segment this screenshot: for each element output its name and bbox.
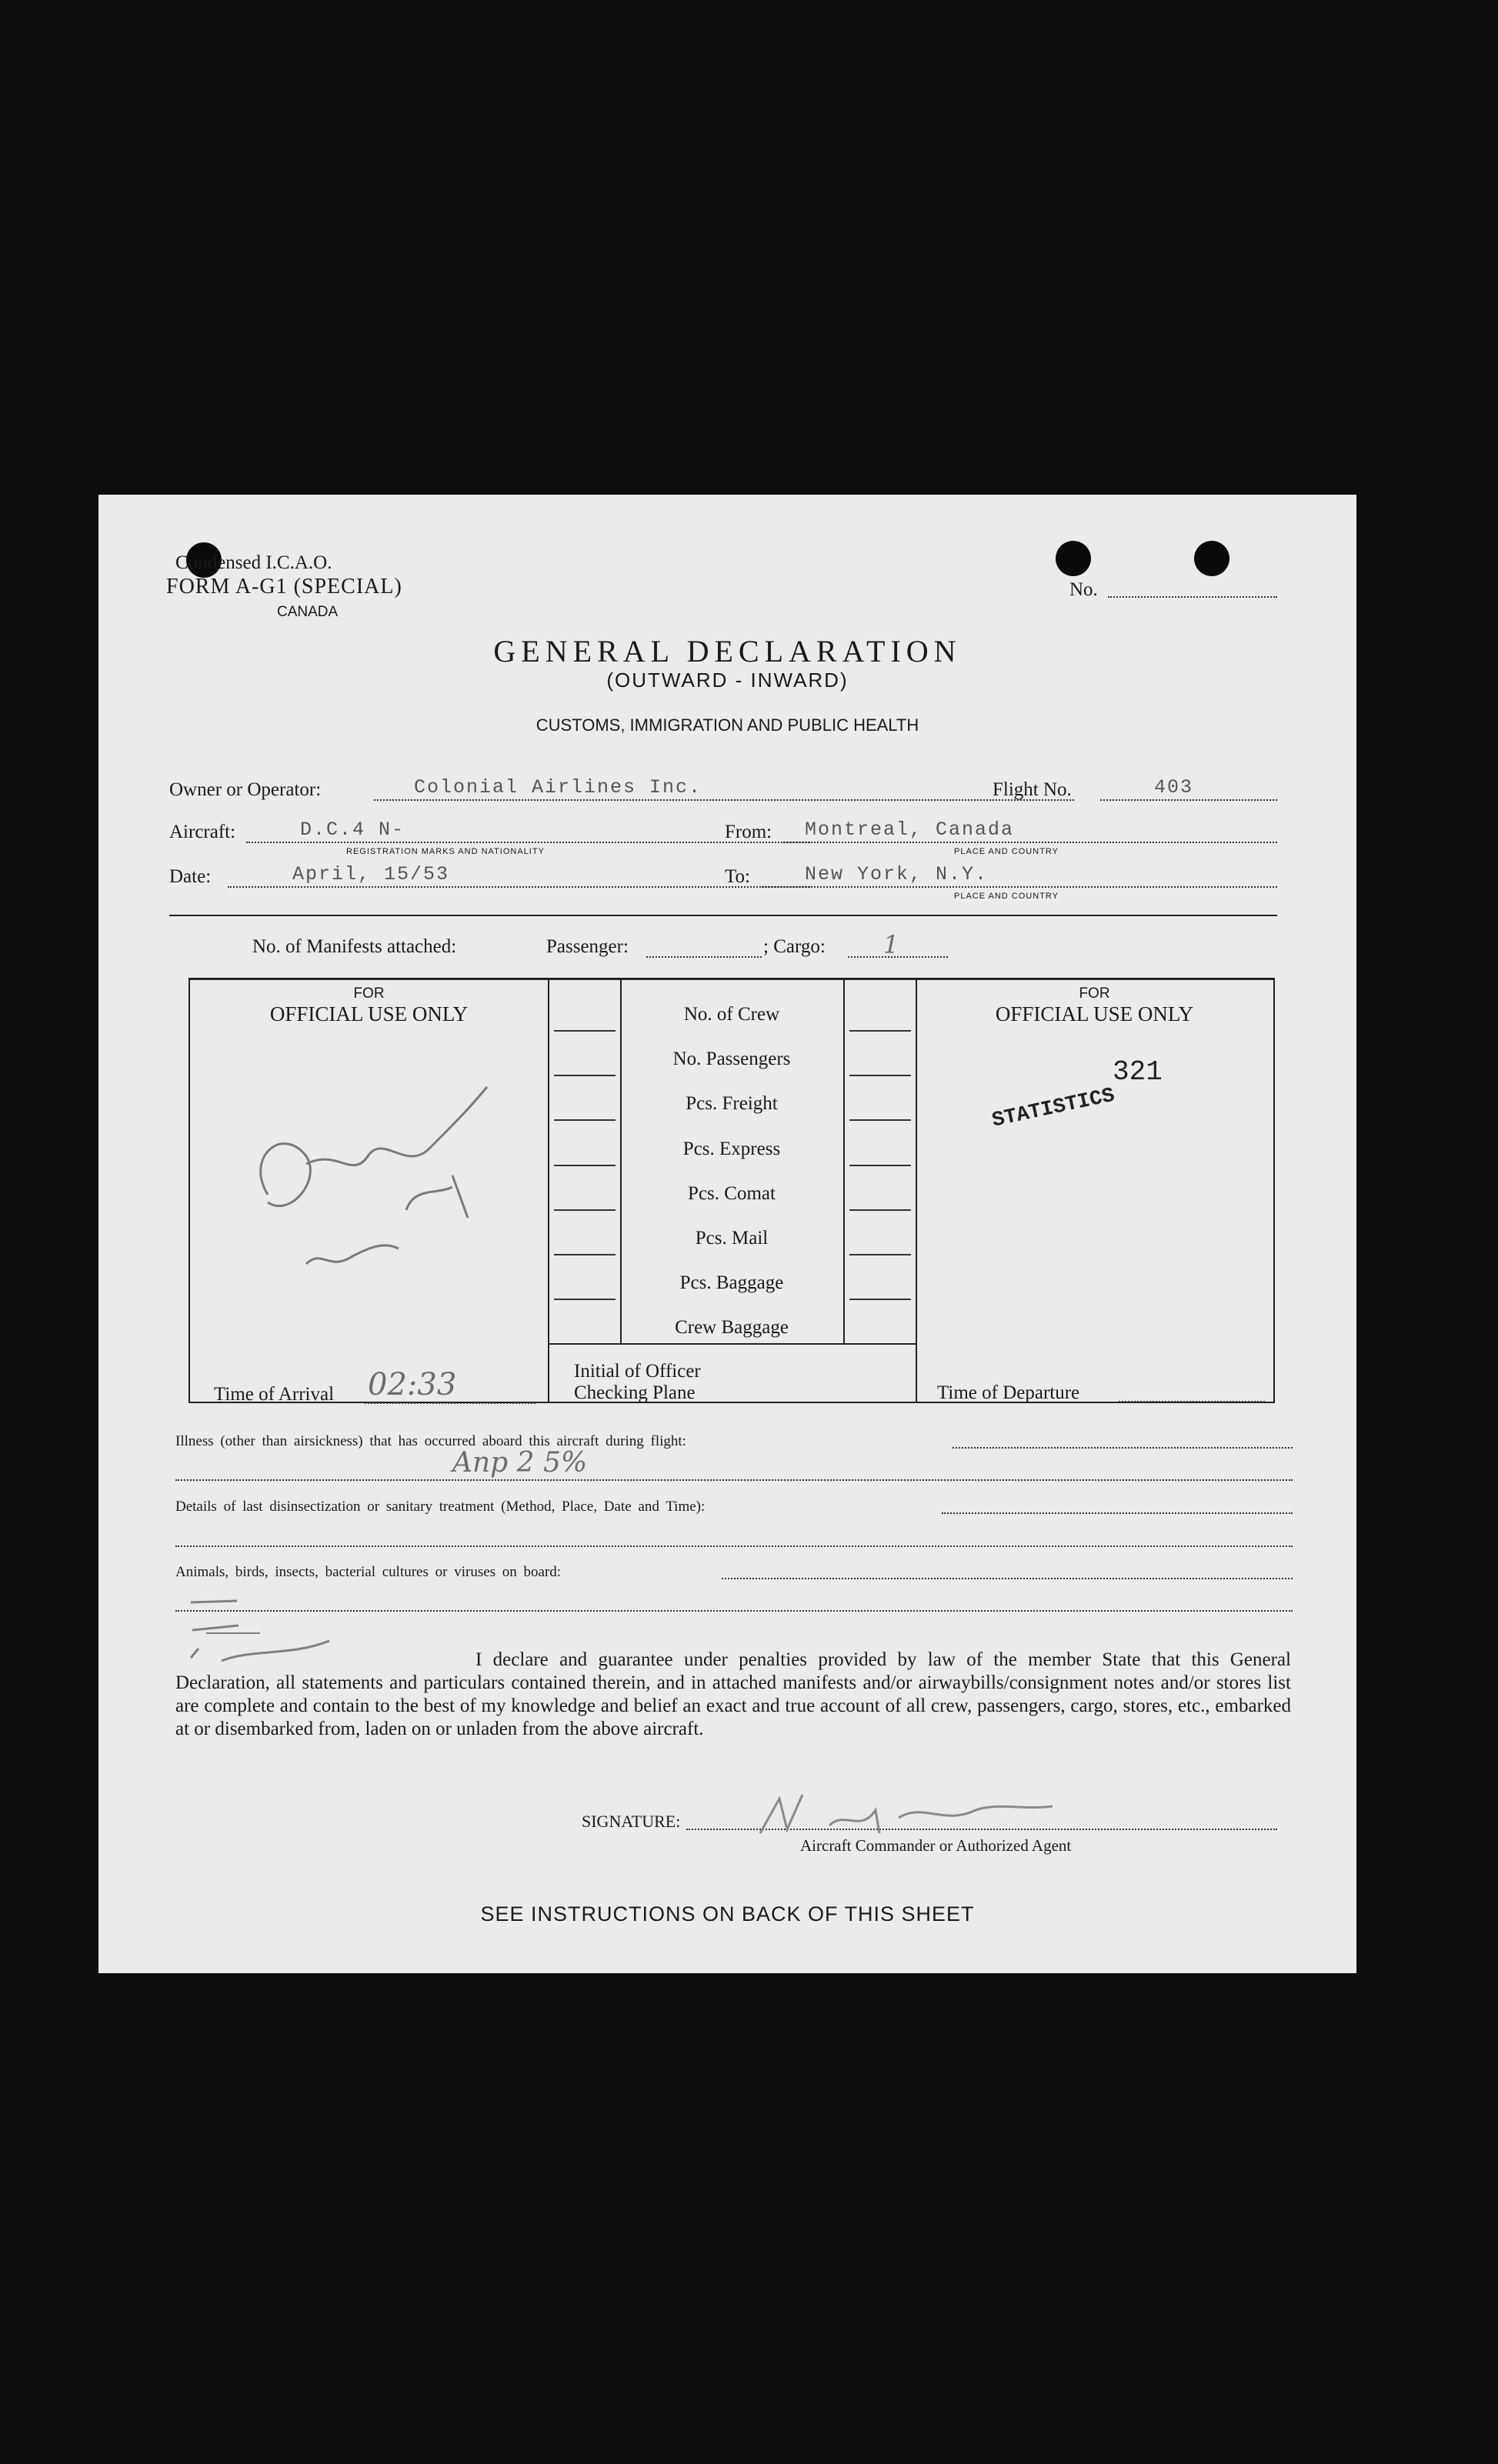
to-caption: PLACE AND COUNTRY (954, 892, 1059, 901)
box-divider-left (548, 978, 549, 1402)
value-rule (554, 1119, 616, 1121)
flight-label: Flight No. (993, 779, 1072, 800)
form-sheet (98, 495, 1356, 1973)
initial-label-line1: Initial of Officer (574, 1361, 701, 1382)
form-subtitle: (OUTWARD - INWARD) (606, 669, 849, 692)
value-rule (554, 1209, 616, 1211)
form-header-line2: FORM A-G1 (SPECIAL) (166, 575, 402, 598)
value-rule (554, 1030, 616, 1032)
aircraft-label: Aircraft: (169, 822, 236, 842)
row-no-passengers: No. Passengers (672, 1049, 791, 1069)
manifests-label: No. of Manifests attached: (252, 936, 457, 957)
box-divider-inner-right (843, 978, 845, 1344)
disinsectization-question: Details of last disinsectization or sanitary treatment (Method, Place, Date and Time): (175, 1499, 706, 1515)
row-pcs-mail: Pcs. Mail (695, 1228, 769, 1249)
value-rule (849, 1030, 911, 1032)
form-number-label: No. (1069, 579, 1098, 600)
owner-line (374, 799, 1074, 801)
from-caption: PLACE AND COUNTRY (954, 847, 1059, 856)
box-divider-inner-bottom (548, 1343, 917, 1345)
row-no-of-crew: No. of Crew (683, 1004, 780, 1025)
stamp-number: 321 (1113, 1056, 1163, 1088)
to-line (762, 886, 1277, 888)
time-of-departure-line (1119, 1401, 1265, 1402)
illness-line-2[interactable] (175, 1479, 1293, 1481)
disinsectization-line-2[interactable] (175, 1545, 1293, 1547)
right-official-header-small: FOR (1079, 985, 1110, 1002)
punch-hole-right-2 (1194, 541, 1229, 576)
aircraft-caption: REGISTRATION MARKS AND NATIONALITY (346, 847, 545, 856)
value-rule (554, 1254, 616, 1255)
passenger-line (646, 956, 762, 958)
right-official-header: OFFICIAL USE ONLY (995, 1002, 1194, 1025)
row-pcs-freight: Pcs. Freight (686, 1093, 778, 1114)
value-rule (849, 1119, 911, 1121)
punch-hole-right-1 (1056, 541, 1091, 576)
form-country: CANADA (277, 604, 339, 620)
from-line (783, 842, 1277, 843)
form-header-line1: Condensed I.C.A.O. (175, 552, 332, 573)
cargo-label: ; Cargo: (763, 936, 826, 957)
row-pcs-baggage: Pcs. Baggage (679, 1272, 784, 1293)
flight-value[interactable]: 403 (1154, 776, 1194, 799)
signature-label: SIGNATURE: (582, 1812, 681, 1831)
from-label: From: (725, 822, 772, 842)
flight-line (1100, 799, 1277, 801)
time-of-arrival-label: Time of Arrival (214, 1384, 335, 1405)
row-pcs-express: Pcs. Express (682, 1139, 781, 1159)
value-rule (554, 1299, 616, 1300)
owner-label: Owner or Operator: (169, 779, 322, 800)
time-of-arrival-value[interactable]: 02:33 (368, 1367, 457, 1402)
value-rule (554, 1075, 616, 1076)
initial-label-line2: Checking Plane (574, 1382, 696, 1403)
illness-question: Illness (other than airsickness) that has occurred aboard this aircraft during flight: (175, 1433, 686, 1449)
value-rule (849, 1165, 911, 1166)
header-divider (169, 915, 1277, 916)
row-pcs-comat: Pcs. Comat (688, 1183, 776, 1204)
from-value[interactable]: Montreal, Canada (805, 819, 1015, 841)
time-of-arrival-line (365, 1402, 535, 1404)
value-rule (849, 1209, 911, 1211)
to-label: To: (725, 866, 750, 887)
box-divider-right (916, 978, 917, 1402)
form-number-line (1108, 596, 1277, 598)
left-official-header-small: FOR (353, 985, 385, 1002)
value-rule (849, 1075, 911, 1076)
aircraft-value[interactable]: D.C.4 N- (300, 819, 405, 841)
cargo-value[interactable]: 1 (883, 930, 899, 959)
value-rule (849, 1299, 911, 1300)
illness-line-1[interactable] (953, 1447, 1293, 1449)
passenger-label: Passenger: (546, 936, 629, 957)
declaration-text: I declare and guarantee under penalties provided by law of the member State that this General Declaration, all statements and particulars contained therein, and in attached manifests and/or airwaybills/consignment notes and/or stores list are complete and contain to the best of my knowledge and belief an exact and true account of all crew, passengers, cargo, stores, etc., embarked at or disembarked from, laden on or unladen from the above aircraft. (175, 1649, 1291, 1739)
date-label: Date: (169, 866, 212, 887)
owner-value[interactable]: Colonial Airlines Inc. (414, 776, 702, 799)
row-crew-baggage: Crew Baggage (675, 1317, 789, 1338)
time-of-departure-label: Time of Departure (937, 1382, 1080, 1403)
disinsectization-line-1[interactable] (942, 1512, 1293, 1514)
animals-line-1[interactable] (722, 1578, 1293, 1579)
statistics-stamp: STATISTICS (989, 1084, 1117, 1133)
illness-handwriting: Anp 2 5% (452, 1447, 588, 1479)
signature-caption: Aircraft Commander or Authorized Agent (800, 1836, 1072, 1855)
value-rule (849, 1254, 911, 1255)
left-official-header: OFFICIAL USE ONLY (269, 1002, 469, 1025)
form-title: GENERAL DECLARATION (493, 634, 962, 669)
officer-handwritten-mark (222, 1064, 545, 1325)
to-value[interactable]: New York, N.Y. (805, 863, 989, 885)
value-rule (554, 1165, 616, 1166)
footer-instructions: SEE INSTRUCTIONS ON BACK OF THIS SHEET (480, 1902, 975, 1926)
date-value[interactable]: April, 15/53 (292, 863, 450, 885)
form-authorities: CUSTOMS, IMMIGRATION AND PUBLIC HEALTH (535, 715, 919, 735)
animals-question: Animals, birds, insects, bacterial cultures or viruses on board: (175, 1564, 562, 1580)
date-line (228, 886, 810, 888)
